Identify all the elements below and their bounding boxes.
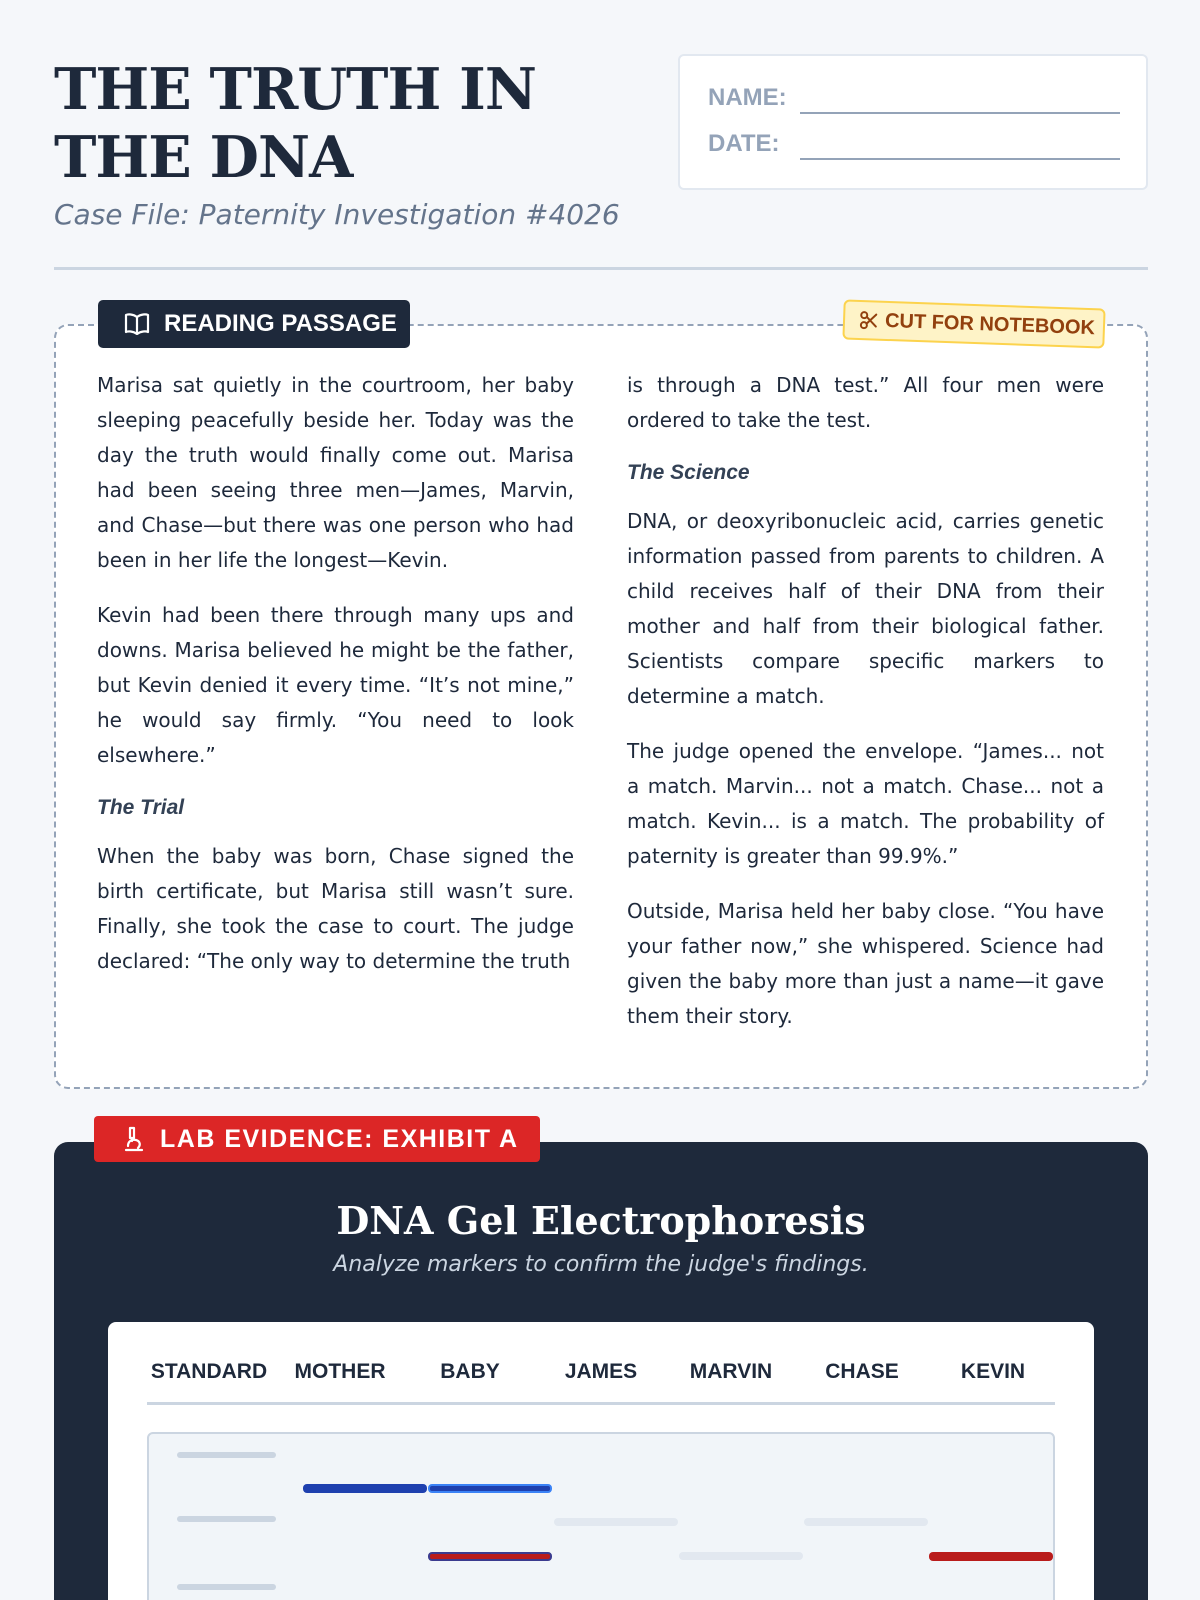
lab-title: DNA Gel Electrophoresis — [336, 1198, 866, 1243]
reading-passage-tag — [98, 300, 410, 348]
date-field-row — [708, 130, 1128, 160]
book-icon — [124, 313, 150, 335]
gel-band-standard — [177, 1584, 276, 1590]
lane-header-kevin: KEVIN — [960, 1360, 1026, 1383]
gel-band-mother — [303, 1484, 427, 1493]
lane-header-james: JAMES — [564, 1360, 638, 1383]
passage-column-left — [97, 368, 574, 999]
gel-band-kevin — [929, 1552, 1053, 1561]
lane-header-mother: MOTHER — [294, 1360, 386, 1383]
lane-header-marvin: MARVIN — [689, 1360, 773, 1383]
gel-band-standard — [177, 1452, 276, 1458]
lab-evidence-tag — [94, 1116, 540, 1162]
gel-band-baby-paternal — [428, 1552, 552, 1561]
gel-band-marvin — [679, 1552, 803, 1560]
paragraph: is through a DNA test.” All four men were ordered to take the test. — [627, 373, 1104, 432]
gel-band-chase — [804, 1518, 928, 1526]
page-title: THE TRUTH IN THE DNA — [54, 56, 536, 191]
lane-headers — [147, 1360, 1055, 1390]
worksheet-header — [54, 56, 1148, 271]
case-file-subtitle: Case File: Paternity Investigation #4026 — [54, 198, 620, 231]
paragraph: The judge opened the envelope. “James... not a match. Marvin... not a match. Chase... not a match. Kevin... is a match. The probability of paternity is greater than 99.9%.” — [627, 739, 1104, 868]
paragraph: Marisa sat quietly in the courtroom, her baby sleeping peacefully beside her. Today was the day the truth would finally come out. Marisa had been seeing three men—James, Marvin, and Chase—but there was one person who had been in her life the longest—Kevin. — [97, 373, 574, 572]
date-label: DATE: — [708, 130, 780, 157]
scissors-icon — [859, 310, 880, 331]
paragraph: DNA, or deoxyribonucleic acid, carries genetic information passed from parents to children. A child receives half of their DNA from their mother and half from their biological father. Scientists compare specific markers to determine a match. — [627, 509, 1104, 708]
lane-header-standard: STANDARD — [150, 1360, 268, 1383]
gel-area — [147, 1432, 1055, 1600]
lab-subtitle: Analyze markers to confirm the judge's findings. — [333, 1252, 869, 1277]
lane-header-rule — [147, 1402, 1055, 1405]
name-field[interactable] — [800, 112, 1120, 114]
gel-band-standard — [177, 1516, 276, 1522]
paragraph: When the baby was born, Chase signed the birth certificate, but Marisa still wasn’t sure. Finally, she took the case to court. The judge declared: “The only way to determine the truth — [97, 844, 574, 973]
paragraph: Outside, Marisa held her baby close. “You have your father now,” she whispered. Science had given the baby more than just a name—it gave them their story. — [627, 899, 1104, 1028]
cut-label: CUT FOR NOTEBOOK — [884, 309, 1096, 339]
name-date-box — [678, 54, 1148, 190]
lane-header-baby: BABY — [440, 1360, 500, 1383]
passage-column-right — [627, 368, 1104, 1054]
paragraph: Kevin had been there through many ups and downs. Marisa believed he might be the father, but Kevin denied it every time. “It’s not mine,” he would say firmly. “You need to look elsewhere.” — [97, 603, 574, 767]
header-divider — [54, 267, 1148, 270]
gel-band-james — [554, 1518, 678, 1526]
section-heading-science: The Science — [627, 461, 750, 484]
lane-header-chase: CHASE — [825, 1360, 899, 1383]
name-label: NAME: — [708, 84, 787, 111]
date-field[interactable] — [800, 158, 1120, 160]
section-heading-trial: The Trial — [97, 796, 185, 819]
gel-band-baby-maternal — [428, 1484, 552, 1493]
name-field-row — [708, 84, 1128, 114]
microscope-icon — [122, 1126, 146, 1152]
reading-passage-label: READING PASSAGE — [164, 310, 397, 337]
lab-evidence-label: LAB EVIDENCE: EXHIBIT A — [160, 1124, 519, 1153]
